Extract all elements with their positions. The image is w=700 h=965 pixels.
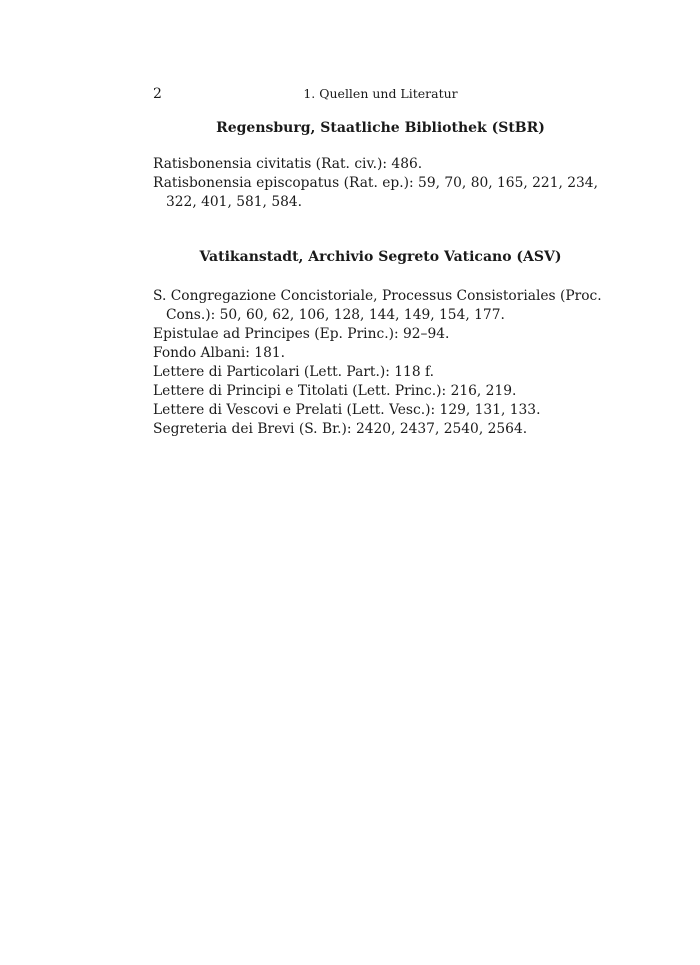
running-head (153, 84, 608, 104)
section-heading: Regensburg, Staatliche Bibliothek (StBR) (216, 120, 545, 136)
section-heading: Vatikanstadt, Archivio Segreto Vaticano (ASV) (199, 249, 562, 265)
list-item: Lettere di Principi e Titolati (Lett. Princ.): 216, 219. (153, 383, 517, 399)
archive-section-regensburg (153, 118, 608, 212)
list-item: Ratisbonensia episcopatus (Rat. ep.): 59, 70, 80, 165, 221, 234, 322, 401, 581, 584. (153, 175, 598, 210)
archive-section-vatikan (153, 247, 608, 439)
list-item: Lettere di Vescovi e Prelati (Lett. Vesc.): 129, 131, 133. (153, 402, 541, 418)
list-item: Epistulae ad Principes (Ep. Princ.): 92–94. (153, 326, 450, 342)
list-item: Segreteria dei Brevi (S. Br.): 2420, 2437, 2540, 2564. (153, 421, 528, 437)
list-item: Ratisbonensia civitatis (Rat. civ.): 486. (153, 156, 423, 172)
list-item: Lettere di Particolari (Lett. Part.): 118 f. (153, 364, 434, 380)
running-title: 1. Quellen und Literatur (303, 86, 458, 101)
document-page (153, 84, 608, 439)
list-item: Fondo Albani: 181. (153, 345, 286, 361)
entry-list (153, 287, 608, 439)
entry-list (153, 155, 608, 212)
page-number: 2 (153, 86, 162, 102)
list-item: S. Congregazione Concistoriale, Processus Consistoriales (Proc. Cons.): 50, 60, 62, 106, 128, 144, 149, 154, 177. (153, 288, 602, 323)
